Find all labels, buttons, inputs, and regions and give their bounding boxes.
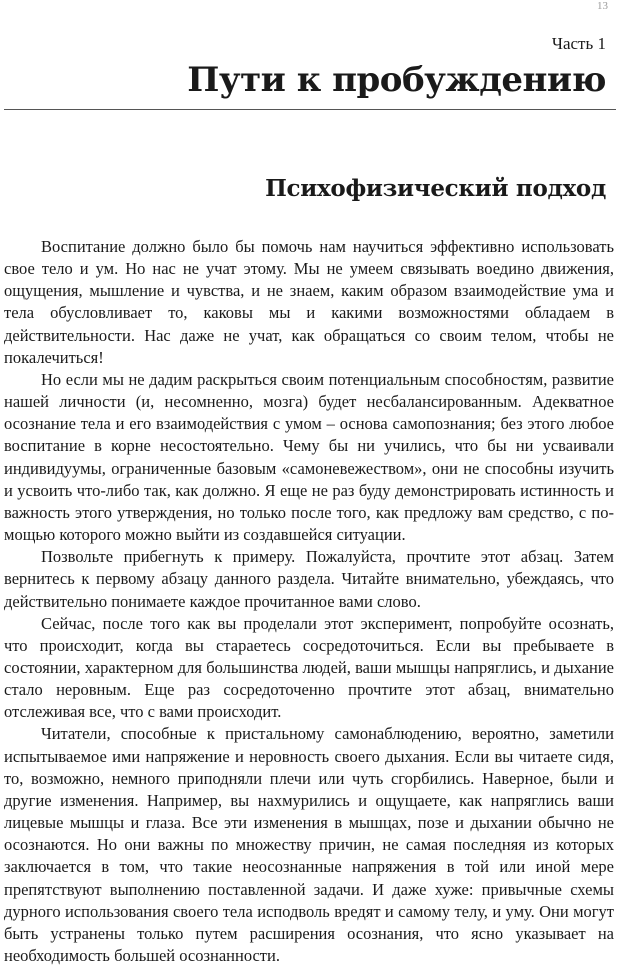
body-text	[4, 236, 614, 967]
paragraph-2: Но если мы не дадим раскрыться своим потенциальным способностям, развитие нашей личности (и, несомненно, мозга) будет несбалансированным. Адекватное осознание тела и его взаимодействия с умом – основа самопознания; без этого любое воспитание в корне несостоятельно. Чему бы ни учились, что бы ни усваивали индивидуумы, ограниченные базовым «самоневежеством», они не способны изучить и усвоить что-либо так, как должно. Я еще не раз буду демонстрировать истинность и важность этого утверждения, но только после того, как предложу вам средство, с помощью которого можно выйти из создавшейся ситуации.	[4, 369, 614, 545]
paragraph-3: Позвольте прибегнуть к примеру. Пожалуйста, прочтите этот абзац. Затем вернитесь к первому абзацу данного раздела. Читайте внимательно, убеждаясь, что действительно понимаете каждое прочитанное вами слово.	[4, 547, 614, 611]
paragraph-4: Сейчас, после того как вы проделали этот эксперимент, попробуйте осознать, что происходит, когда вы стараетесь сосредоточиться. Если вы пребываете в состоянии, характерном для большинства людей, ваши мышцы напряглись, и дыхание стало неровным. Еще раз сосредоточенно прочтите этот абзац, внимательно отслеживая все, что с вами происходит.	[4, 613, 614, 722]
header-divider	[4, 109, 616, 110]
chapter-title: Пути к пробуждению	[187, 60, 606, 100]
paragraph-1: Воспитание должно было бы помочь нам научиться эффективно использовать свое тело и ум. Но нас не учат этому. Мы не умеем связывать воедино движения, ощущения, мышление и чувства, и не знаем, каким образом взаимодействие ума и тела обусловливает то, каковы мы и какими возможностями обладаем в действительности. Нас даже не учат, как обращаться со своим телом, чтобы не покалечиться!	[4, 237, 614, 367]
section-heading: Психофизический подход	[265, 175, 606, 202]
part-label: Часть 1	[551, 34, 606, 53]
paragraph-5: Читатели, способные к пристальному самонаблюдению, вероятно, заметили испытываемое ими напряжение и неровность своего дыхания. Если вы читаете сидя, то, возможно, немного приподняли плечи или чуть сгорбились. Наверное, были и другие изменения. Например, вы нахмурились и ощущаете, как напряглись ваши лицевые мышцы и глаза. Все эти изменения в мышцах, позе и дыхании обычно не осознаются. Но они важны по множеству причин, не самая последняя из которых заключается в том, что такие неосознанные напряжения в той или иной мере препятствуют выполнению поставленной задачи. И даже хуже: привычные схемы дурного использования своего тела исподволь вредят и самому телу, и уму. Они могут быть устранены только путем расширения осознания, что ясно указывает на необходимость большей осознанности.	[4, 724, 614, 965]
page-number: 13	[597, 0, 608, 12]
